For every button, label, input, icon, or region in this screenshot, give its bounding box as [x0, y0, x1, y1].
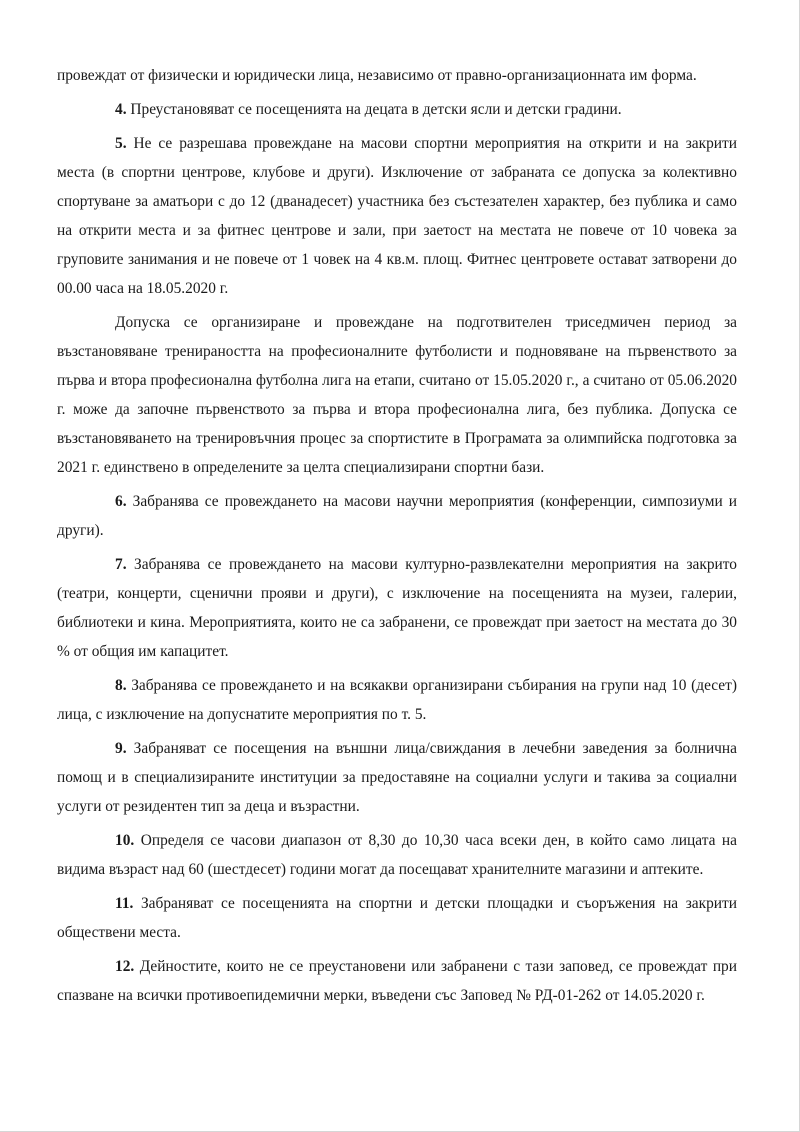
paragraph-text: Допуска се организиране и провеждане на подготвителен триседмичен период за възстановяване тренираността на професионалните футболисти и подновяване на първенството за първа и втора професионална футболна лига на етапи, считано от 15.05.2020 г., а считано от 05.06.2020 г. може да започне първенството за първа и втора професионална лига, без публика. Допуска се възстановяването на тренировъчния процес за спортистите в Програмата за олимпийска подготовка за 2021 г. единствено в определените за целта специализирани спортни бази.: [57, 314, 737, 476]
paragraph-item-12: [57, 952, 737, 1010]
paragraph-text: Забраняват се посещения на външни лица/свиждания в лечебни заведения за болнична помощ и в специализираните институции за предоставяне на социални услуги и такива за социални услуги от резидентен тип за деца и възрастни.: [57, 740, 737, 815]
paragraph-text: Преустановяват се посещенията на децата в детски ясли и детски градини.: [126, 101, 622, 118]
paragraph-number: 5.: [115, 135, 127, 152]
paragraph-number: 7.: [115, 556, 127, 573]
paragraph-item-11: [57, 889, 737, 947]
paragraph-number: 12.: [115, 958, 135, 975]
document-body: [57, 61, 737, 1015]
paragraph-text: Определя се часови диапазон от 8,30 до 10,30 часа всеки ден, в който само лицата на видима възраст над 60 (шестдесет) години могат да посещават хранителните магазини и аптеките.: [57, 832, 737, 878]
paragraph-text: Забраняват се посещенията на спортни и детски площадки и съоръжения на закрити обществени места.: [57, 895, 737, 941]
paragraph-number: 11.: [115, 895, 134, 912]
paragraph-number: 6.: [115, 493, 127, 510]
paragraph-text: Забранява се провеждането на масови научни мероприятия (конференции, симпозиуми и други).: [57, 493, 737, 539]
paragraph-item-9: [57, 734, 737, 821]
paragraph-text: Забранява се провеждането и на всякакви организирани събирания на групи над 10 (десет) лица, с изключение на допуснатите мероприятия по т. 5.: [57, 677, 737, 723]
paragraph-text: Дейностите, които не се преустановени или забранени с тази заповед, се провеждат при спазване на всички противоепидемични мерки, въведени със Заповед № РД-01-262 от 14.05.2020 г.: [57, 958, 737, 1004]
paragraph-number: 4.: [115, 101, 127, 118]
paragraph-item-6: [57, 487, 737, 545]
paragraph-number: 8.: [115, 677, 127, 694]
paragraph-number: 10.: [115, 832, 135, 849]
paragraph-text: провеждат от физически и юридически лица, независимо от правно-организационната им форма.: [57, 67, 697, 84]
paragraph-text: Забранява се провеждането на масови културно-развлекателни мероприятия на закрито (театри, концерти, сценични прояви и други), с изключение на посещенията на музеи, галерии, библиотеки и кина. Мероприятията, които не са забранени, се провеждат при заетост на местата до 30 % от общия им капацитет.: [57, 556, 737, 660]
paragraph-continuation: [57, 61, 737, 90]
paragraph-item-10: [57, 826, 737, 884]
paragraph-item-7: [57, 550, 737, 666]
paragraph-item-5-addendum: [57, 308, 737, 482]
paragraph-number: 9.: [115, 740, 127, 757]
paragraph-text: Не се разрешава провеждане на масови спортни мероприятия на открити и на закрити места (в спортни центрове, клубове и други). Изключение от забраната се допуска за колективно спортуване за аматьори с до 12 (дванадесет) участника без състезателен характер, без публика и само на открити места и за фитнес центрове и зали, при заетост на местата не повече от 10 човека за груповите занимания и не повече от 1 човек на 4 кв.м. площ. Фитнес центровете остават затворени до 00.00 часа на 18.05.2020 г.: [57, 135, 737, 297]
paragraph-item-5: [57, 129, 737, 303]
paragraph-item-4: [57, 95, 737, 124]
paragraph-item-8: [57, 671, 737, 729]
